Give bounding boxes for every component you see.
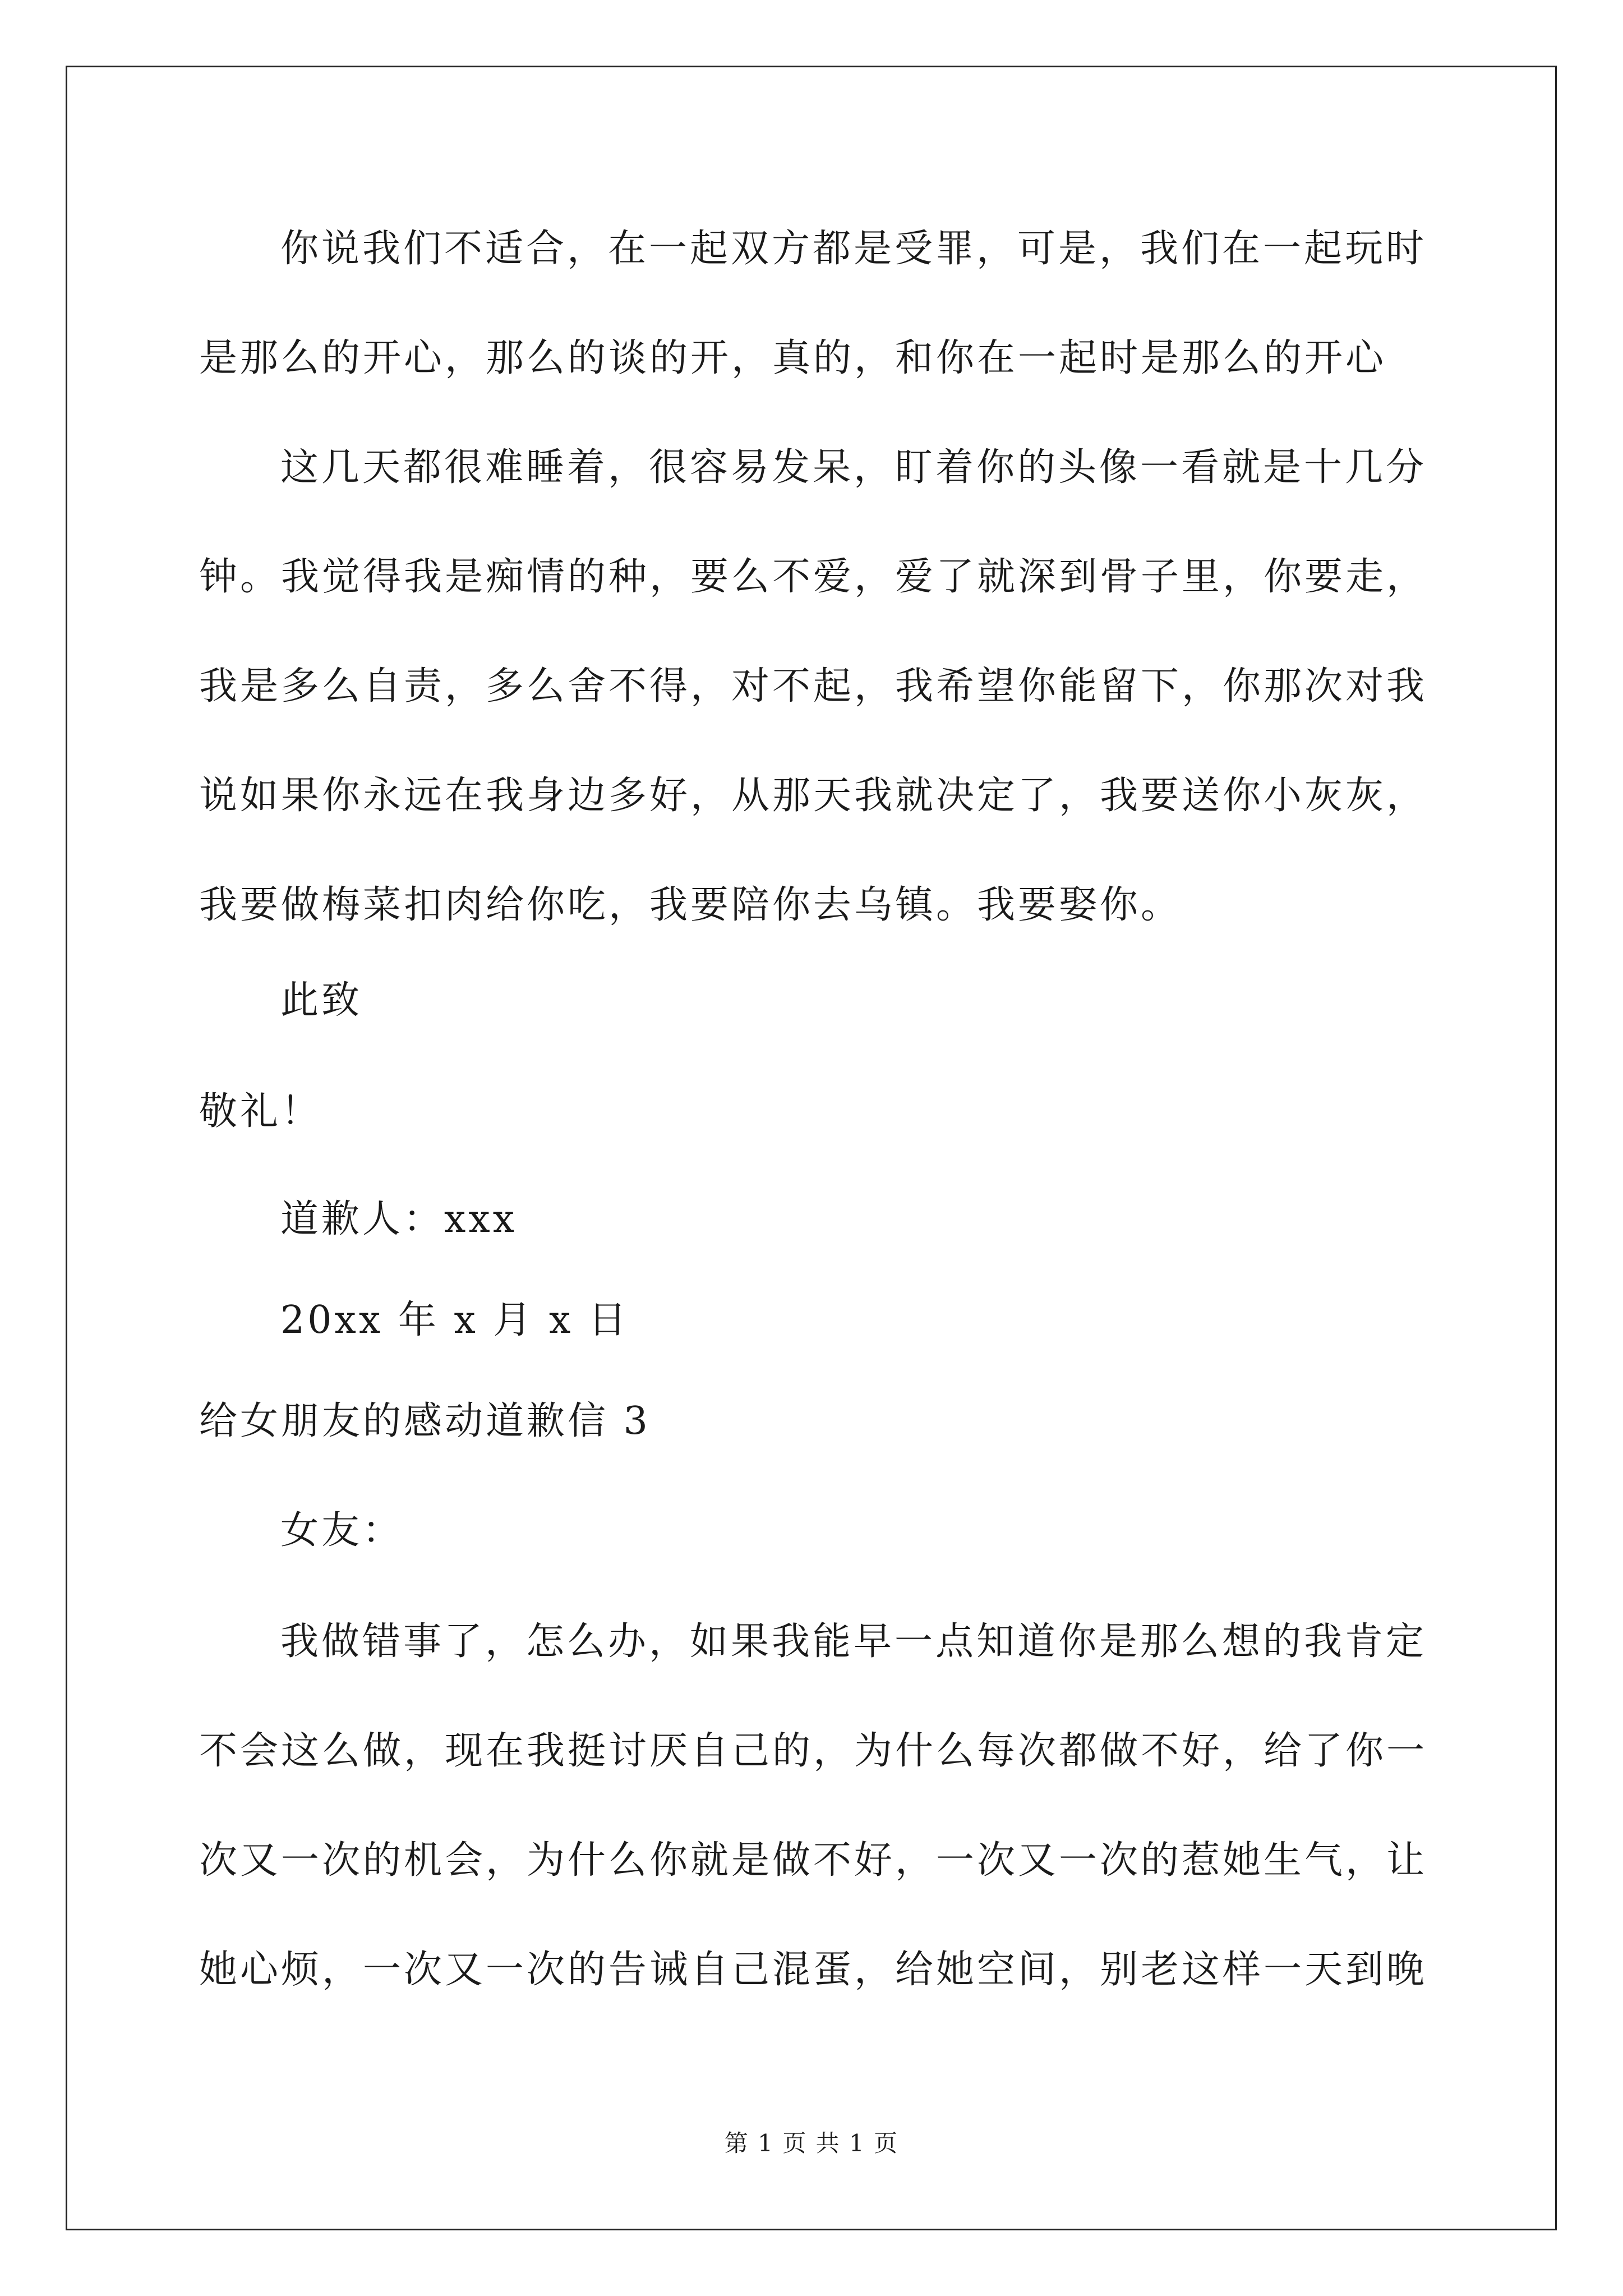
paragraph-line: 你说我们不适合，在一起双方都是受罪，可是，我们在一起玩时 xyxy=(280,227,1427,271)
paragraph-line: 是那么的开心，那么的谈的开，真的，和你在一起时是那么的开心 xyxy=(199,336,1387,380)
page-border xyxy=(66,66,1557,2230)
closing-salutation: 此致 xyxy=(280,978,363,1023)
closing-regards: 敬礼！ xyxy=(199,1089,322,1134)
page-footer: 第 1 页 共 1 页 xyxy=(724,2129,899,2157)
paragraph-line: 钟。我觉得我是痴情的种，要么不爱，爱了就深到骨子里，你要走， xyxy=(199,555,1428,599)
paragraph-line: 我是多么自责，多么舍不得，对不起，我希望你能留下，你那次对我 xyxy=(199,664,1428,708)
signature-line: 道歉人：xxx xyxy=(280,1197,518,1241)
section-title: 给女朋友的感动道歉信 3 xyxy=(199,1399,651,1443)
greeting-line: 女友： xyxy=(280,1508,404,1553)
date-line: 20xx 年 x 月 x 日 xyxy=(280,1298,630,1342)
paragraph-line: 次又一次的机会，为什么你就是做不好，一次又一次的惹她生气，让 xyxy=(199,1838,1428,1883)
paragraph-line: 我要做梅菜扣肉给你吃，我要陪你去乌镇。我要娶你。 xyxy=(199,883,1182,927)
paragraph-line: 不会这么做，现在我挺讨厌自己的，为什么每次都做不好，给了你一 xyxy=(199,1729,1428,1773)
paragraph-line: 我做错事了，怎么办，如果我能早一点知道你是那么想的我肯定 xyxy=(280,1619,1427,1664)
paragraph-line: 这几天都很难睡着，很容易发呆，盯着你的头像一看就是十几分 xyxy=(280,445,1427,490)
paragraph-line: 她心烦，一次又一次的告诫自己混蛋，给她空间，别老这样一天到晚 xyxy=(199,1948,1428,1992)
paragraph-line: 说如果你永远在我身边多好，从那天我就决定了，我要送你小灰灰， xyxy=(199,774,1428,818)
